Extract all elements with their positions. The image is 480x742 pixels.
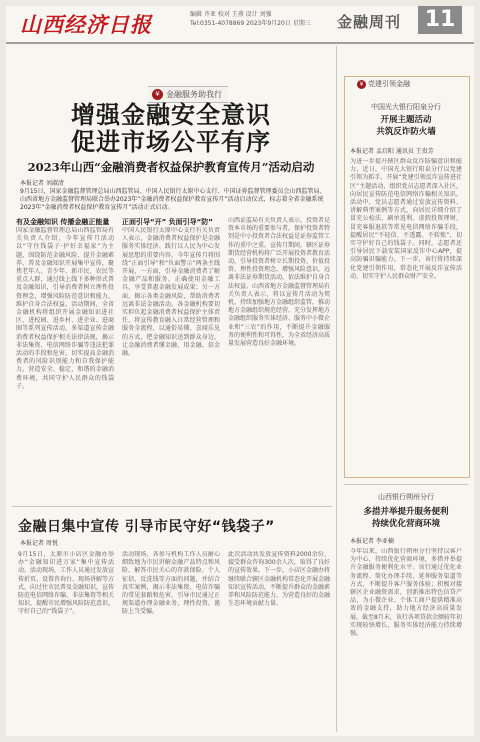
sidebar-kicker: 山西银行朔州分行	[378, 493, 434, 501]
edition-info	[190, 10, 320, 28]
page-number: 11	[418, 6, 462, 34]
main-subheadline: 2023年山西“金融消费者权益保护教育宣传月”活动启动	[27, 160, 315, 174]
sidebar-headline	[344, 114, 468, 138]
headline-line: 持续优化营商环境	[371, 519, 440, 529]
lead-paragraph: 9月15日，国家金融监督管理总局山西监管局、中国人民银行太原中心支行、中国证券监督管理委员会山西监管局、山西省地方金融监督管理局联合举办2023年“金融消费者权益保护教育宣传月”活动启动仪式，标志着全省金融系统2023年“金融消费者权益保护教育宣传月”活动正式启动。	[20, 188, 326, 211]
column-divider	[336, 46, 337, 732]
article-column: 山西证监局有关负责人表示，投资者是资本市场的重要参与者，保护投资者特别是中小投资者合法权益是证券监管工作的重中之重。宣传月期间，辖区证券期货经营机构将广泛开展投资者教育活动，引导投资者树立长期投资、价值投资、理性投资理念，增强风险意识，远离非法证券期货活动，依法维护自身合法权益。山西省地方金融监督管理局有关负责人表示，将以宣传月活动为契机，持续加强地方金融组织监管，推动地方金融组织规范经营，充分发挥地方金融组织服务实体经济、服务中小微企业和“三农”的作用，不断提升金融服务的便利性和可得性，为全省经济高质量发展营造良好金融环境。	[228, 217, 330, 348]
yen-badge-icon: ¥	[357, 80, 366, 89]
second-byline: 本报记者 周悦	[20, 540, 58, 547]
headline-line: 增强金融安全意识	[71, 101, 271, 129]
newspaper-page	[6, 6, 474, 736]
sidebar-tab	[351, 78, 416, 90]
column-heading: 有及金融知识 传播金融正能量	[16, 218, 110, 226]
article-column: 此次活动共发放宣传资料2000余份，接受群众咨询300余人次，取得了良好的宣传效果。下一步，小店区金融办将继续联合辖区金融机构常态化开展金融知识宣传活动，不断提升群众的金融素养和风险防范能力，为营造良好的金融生态环境贡献力量。	[228, 551, 330, 608]
sidebar-headline	[344, 506, 468, 530]
sidebar-divider	[344, 484, 468, 485]
headline-line: 开展主题活动	[380, 115, 432, 125]
main-headline	[6, 102, 336, 156]
sidebar-text: 今年以来，山西银行朔州分行坚持以客户为中心，持续优化营商环境，多措并举提升金融服务便利化水平。该行通过优化业务流程、简化办理手续、延伸服务渠道等方式，不断提升客户服务体验；积极对接辖区企业融资需求，创新推出特色信贷产品，为小微企业、个体工商户提供精准高效的金融支持，助力地方经济高质量发展。截至8月末，该行各项贷款余额较年初实现较快增长，服务实体经济能力持续增强。	[350, 548, 462, 638]
article-column: 国家金融监督管理总局山西监管局有关负责人介绍，今年宣传月活动以“守住钱袋子·护好幸福家”为主题，围绕防范金融风险、提升金融素养、普及金融知识开展集中宣传，聚焦老年人、青少年、新市民、农民等重点人群，通过线上线下多种形式普及金融知识，引导消费者树立理性投资理念，增强风险防范意识和能力，维护自身合法权益。活动期间，全省金融机构将组织开展金融知识进社区、进校园、进乡村、进企业、进商圈等系列宣传活动，多渠道宣传金融消费者权益保护相关法律法规，揭示非法集资、电信网络诈骗等违法犯罪活动的手段和危害，切实提高金融消费者的风险识别能力和自我保护能力，营造安全、稳定、和谐的金融消费环境，共同守护人民群众的钱袋子。	[16, 227, 114, 390]
second-headline: 金融日集中宣传 引导市民守好“钱袋子”	[18, 519, 275, 535]
edition-info-line: 编辑 齐亚 校对 王燕 设计 刘强	[190, 11, 272, 18]
headline-line: 促进市场公平有序	[71, 128, 271, 156]
article-divider	[12, 506, 332, 507]
column-heading: 正面引导“开” 负面引导“防”	[122, 218, 213, 226]
edition-info-line: Tel:0351-4078869 2023年9月20日 星期三	[190, 20, 311, 27]
ribbon-label: 金融服务助我行	[166, 90, 222, 99]
masthead	[6, 6, 474, 40]
headline-line: 共筑反诈防火墙	[376, 127, 436, 137]
sidebar-byline: 本报记者 孟启阳 通讯员 王贵芳	[350, 148, 434, 155]
sidebar-text: 为进一步提升辖区群众反诈防骗意识和能力，近日，中国光大银行阳泉分行以党建引领为抓手，开展“党建引领反诈宣传进社区”主题活动，组织党员志愿者深入社区，向居民宣传防范电信网络诈骗相关知识。活动中，党员志愿者通过发放宣传资料、讲解典型案例等方式，向居民详细介绍了冒充公检法、刷单返利、虚假投资理财、冒充客服退款等常见电信网络诈骗手段，提醒居民“不轻信、不透露、不转账”，切实守护好自己的钱袋子。同时，志愿者还引导居民下载安装国家反诈中心APP，提高防骗识骗能力。下一步，该行将持续深化党建引领作用，常态化开展反诈宣传活动，切实守护人民群众财产安全。	[350, 158, 462, 280]
section-title: 金融周刊	[337, 13, 402, 31]
main-byline: 本报记者 刘淑清	[20, 180, 64, 187]
masthead-rule	[6, 42, 474, 44]
article-column: 9月15日，太原市小店区金融办举办“金融知识进万家”集中宣传活动。活动现场，工作人员通过发放宣传折页、设置咨询台、现场讲解等方式，向过往市民普及金融知识，宣传防范电信网络诈骗、非法集资等相关知识，提醒市民增强风险防范意识，守好自己的“钱袋子”。	[18, 551, 114, 616]
sidebar-byline: 本报记者 李亚楠	[350, 538, 394, 545]
sidebar-kicker: 中国光大银行阳泉分行	[371, 103, 441, 111]
yen-badge-icon: ¥	[152, 89, 163, 100]
article-column: 活动现场，各参与机构工作人员耐心细致地为市民讲解金融产品特点和风险，解答市民关心的存款保险、个人征信、反洗钱等方面的问题，并结合真实案例，揭示非法集资、电信诈骗的常见套路和危害，引导市民通过正规渠道办理金融业务，理性投资，谨防上当受骗。	[122, 551, 220, 616]
sidebar-tab-label: 党建引领金融	[368, 80, 410, 88]
article-column: 中国人民银行太原中心支行有关负责人表示，金融消费者权益保护是金融服务实体经济、践行以人民为中心发展思想的重要内容。今年宣传月将围绕“正面引导”和“负面警示”两条主线开展，一方面，引导金融消费者了解金融产品和服务，正确使用金融工具，享受普惠金融发展成果；另一方面，揭示各类金融风险，帮助消费者远离非法金融活动。各金融机构要切实担负起金融消费者权益保护主体责任，将宣传教育融入日常经营管理和服务全流程，以通俗易懂、喜闻乐见的方式，把金融知识送到群众身边，让金融消费者懂金融、用金融、信金融。	[122, 227, 220, 358]
newspaper-logo: 山西经济日报	[20, 12, 152, 37]
headline-line: 多措并举提升服务便利	[363, 507, 449, 517]
